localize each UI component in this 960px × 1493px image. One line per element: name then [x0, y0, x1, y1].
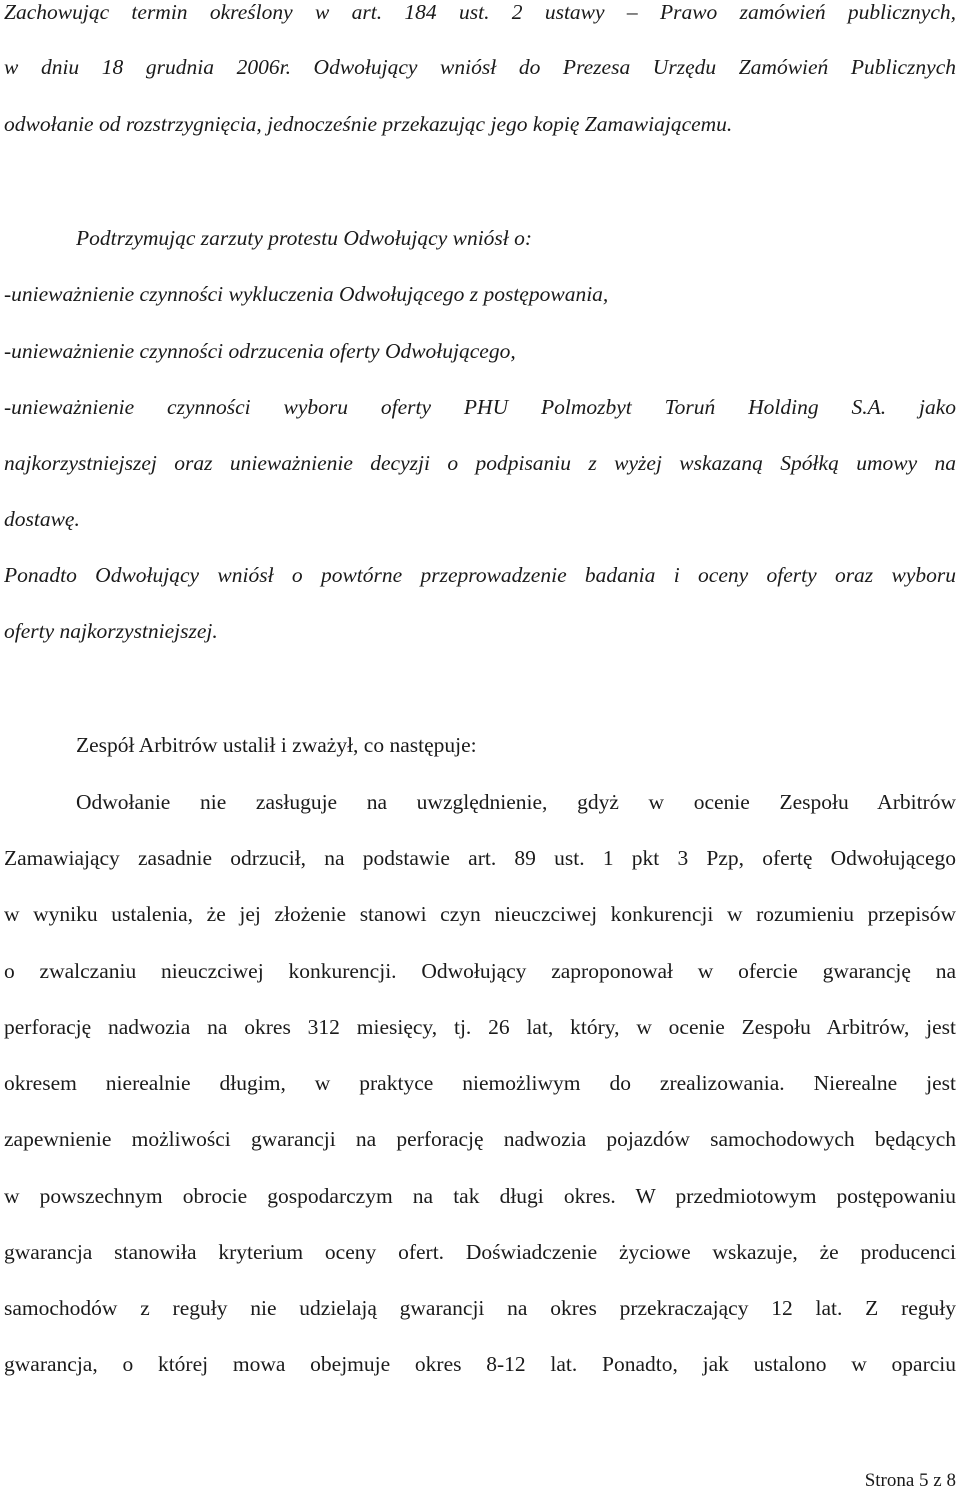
text-line: w wyniku ustalenia, że jej złożenie stanowi czyn nieuczciwej konkurencji w rozumieniu przepisów [4, 902, 956, 926]
text-line: oferty najkorzystniejszej. [4, 619, 218, 643]
text-line: Odwołanie nie zasługuje na uwzględnienie, gdyż w ocenie Zespołu Arbitrów [76, 790, 956, 814]
page-number: Strona 5 z 8 [864, 1470, 956, 1491]
text-line: dostawę. [4, 507, 80, 531]
list-item: -unieważnienie czynności wyboru oferty PHU Polmozbyt Toruń Holding S.A. jako [4, 395, 956, 419]
text-line: Podtrzymując zarzuty protestu Odwołujący wniósł o: [76, 226, 533, 250]
text-line: o zwalczaniu nieuczciwej konkurencji. Odwołujący zaproponował w ofercie gwarancję na [4, 959, 956, 983]
text-line: w dniu 18 grudnia 2006r. Odwołujący wniósł do Prezesa Urzędu Zamówień Publicznych [4, 55, 956, 79]
text-line: Ponadto Odwołujący wniósł o powtórne przeprowadzenie badania i oceny oferty oraz wyboru [4, 563, 956, 587]
text-line: okresem nierealnie długim, w praktyce niemożliwym do zrealizowania. Nierealne jest [4, 1071, 956, 1095]
text-line: najkorzystniejszej oraz unieważnienie decyzji o podpisaniu z wyżej wskazaną Spółką umowy na [4, 451, 956, 475]
text-line: gwarancja stanowiła kryterium oceny ofert. Doświadczenie życiowe wskazuje, że producenci [4, 1240, 956, 1264]
list-item: -unieważnienie czynności odrzucenia oferty Odwołującego, [4, 339, 516, 363]
text-line: odwołanie od rozstrzygnięcia, jednocześnie przekazując jego kopię Zamawiającemu. [4, 112, 733, 136]
text-line: gwarancja, o której mowa obejmuje okres 8-12 lat. Ponadto, jak ustalono w oparciu [4, 1352, 956, 1376]
section-heading: Zespół Arbitrów ustalił i zważył, co następuje: [76, 733, 477, 757]
text-line: w powszechnym obrocie gospodarczym na tak długi okres. W przedmiotowym postępowaniu [4, 1184, 956, 1208]
text-line: perforację nadwozia na okres 312 miesięcy, tj. 26 lat, który, w ocenie Zespołu Arbitrów, jest [4, 1015, 956, 1039]
text-line: Zachowując termin określony w art. 184 ust. 2 ustawy – Prawo zamówień publicznych, [4, 0, 956, 24]
list-item: -unieważnienie czynności wykluczenia Odwołującego z postępowania, [4, 282, 609, 306]
text-line: zapewnienie możliwości gwarancji na perforację nadwozia pojazdów samochodowych będących [4, 1127, 956, 1151]
text-line: Zamawiający zasadnie odrzucił, na podstawie art. 89 ust. 1 pkt 3 Pzp, ofertę Odwołującego [4, 846, 956, 870]
text-line: samochodów z reguły nie udzielają gwarancji na okres przekraczający 12 lat. Z reguły [4, 1296, 956, 1320]
